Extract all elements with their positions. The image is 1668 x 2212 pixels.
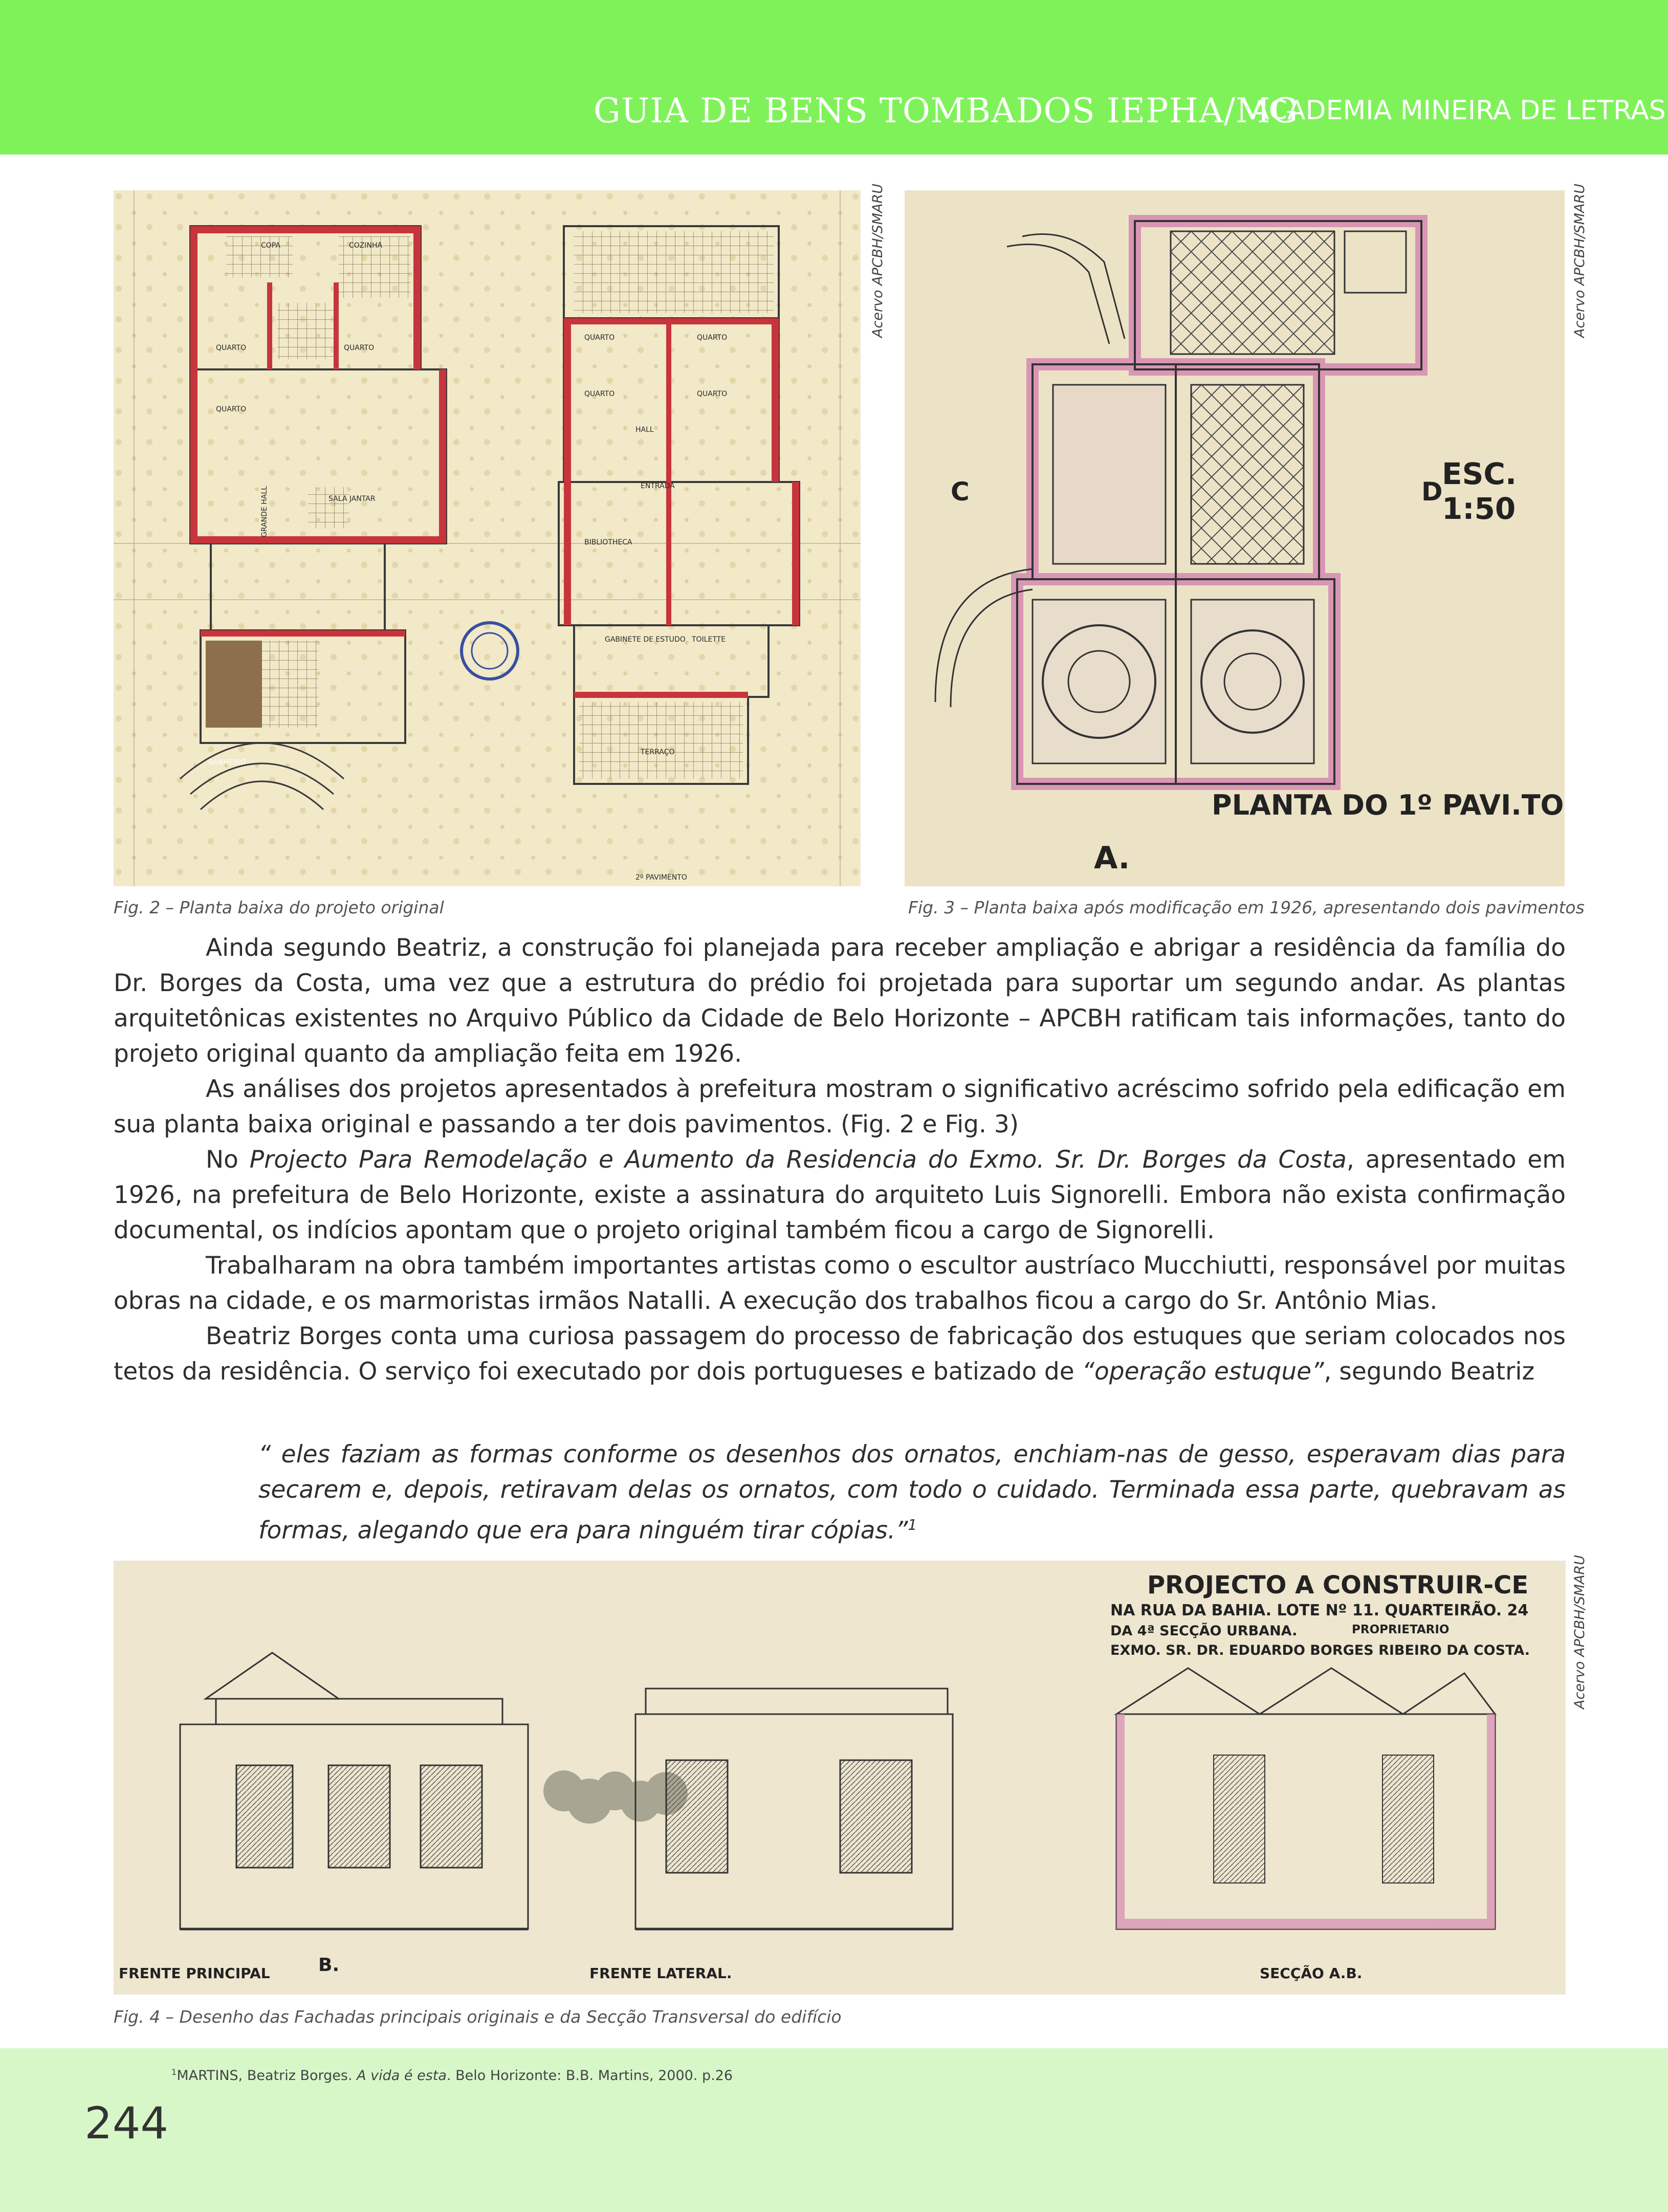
b-label: B. (318, 1955, 340, 1976)
figure-3-floor-plan (905, 190, 1565, 886)
page-number: 244 (84, 2098, 169, 2149)
room-label: ENTRADA (641, 482, 675, 490)
room-label: QUARTO (216, 405, 247, 413)
page-header (0, 0, 1668, 155)
room-label: COPA (261, 242, 280, 250)
facade-drawing (114, 1561, 1566, 1995)
project-owner-label: PROPRIETARIO (1352, 1623, 1450, 1636)
room-label: QUARTO (697, 390, 728, 398)
front-label: FRENTE PRINCIPAL (119, 1965, 270, 1982)
figure-4-credit: Acervo APCBH/SMARU (1572, 1554, 1588, 1709)
section-label: SECÇÃO A.B. (1260, 1965, 1363, 1982)
floor-plan-drawing (905, 190, 1565, 886)
room-label: QUARTO (584, 390, 615, 398)
project-section: DA 4ª SECÇÃO URBANA. (1110, 1623, 1298, 1639)
side-label: FRENTE LATERAL. (589, 1965, 732, 1982)
figure-2-caption: Fig. 2 – Planta baixa do projeto original (114, 897, 444, 917)
paragraph: No Projecto Para Remodelação e Aumento da Residencia do Exmo. Sr. Dr. Borges da Costa, apresentado em 1926, na prefeitura de Belo Horizonte, existe a assinatura do arquiteto Luis Signorelli. Embora não exista confirmação documental, os indícios apontam que o projeto original também ficou a cargo de Signorelli. (114, 1146, 1566, 1244)
section-title: ACADEMIA MINEIRA DE LETRAS (1251, 95, 1666, 126)
room-label: SALA JANTAR (328, 495, 376, 503)
plan-title: PLANTA DO 1º PAVI.TO (1212, 789, 1564, 821)
room-label: BANHEIRO (208, 758, 246, 766)
room-label: QUARTO (216, 344, 247, 352)
paragraph: Ainda segundo Beatriz, a construção foi planejada para receber ampliação e abrigar a residência da família do Dr. Borges da Costa, uma vez que a estrutura do prédio foi projetada para suportar um segundo andar. As plantas arquitetônicas existentes no Arquivo Público da Cidade de Belo Horizonte – APCBH ratificam tais informações, tanto do projeto original quanto da ampliação feita em 1926. (114, 934, 1566, 1068)
figure-2-credit: Acervo APCBH/SMARU (870, 183, 886, 338)
section-letter-a: A. (1094, 840, 1130, 876)
figure-2-floor-plan (114, 190, 861, 886)
figure-4-facades (114, 1561, 1566, 1995)
floor-label: 2º PAVIMENTO (635, 873, 687, 882)
room-label: BIBLIOTHECA (584, 538, 632, 546)
room-label: QUARTO (584, 334, 615, 342)
footnote-ref: 1 (908, 1517, 917, 1534)
room-label: GABINETE DE ESTUDO (605, 636, 686, 644)
article-body (114, 930, 1566, 1389)
room-label: HALL (635, 426, 654, 434)
paragraph: Trabalharam na obra também importantes artistas como o escultor austríaco Mucchiutti, responsável por muitas obras na cidade, e os marmoristas irmãos Natalli. A execução dos trabalhos ficou a cargo do Sr. Antônio Mias. (114, 1252, 1566, 1315)
project-address: NA RUA DA BAHIA. LOTE Nº 11. QUARTEIRÃO. 24 (1110, 1602, 1529, 1619)
room-label: TERRAÇO (641, 748, 675, 756)
room-label: COZINHA (349, 242, 383, 250)
room-label: TOILETTE (692, 636, 726, 644)
room-label: GRANDE HALL (260, 486, 269, 537)
guide-title: GUIA DE BENS TOMBADOS IEPHA/MG (594, 91, 1299, 130)
project-owner: EXMO. SR. DR. EDUARDO BORGES RIBEIRO DA COSTA. (1110, 1642, 1530, 1658)
block-quote: “ eles faziam as formas conforme os desenhos dos ornatos, enchiam-nas de gesso, esperavam dias para secarem e, depois, retiravam delas os ornatos, com todo o cuidado. Terminada essa parte, quebravam as formas, alegando que era para ninguém tirar cópias.”$^1$ (258, 1440, 1566, 1545)
section-letter-d: D (1421, 477, 1443, 507)
project-title: PROJECTO A CONSTRUIR-CE (1147, 1571, 1529, 1600)
section-letter-c: C (951, 477, 970, 507)
paragraph: Beatriz Borges conta uma curiosa passagem do processo de fabricação dos estuques que seriam colocados nos tetos da residência. O serviço foi executado por dois portugueses e batizado de “operação estuque”, segundo Beatriz (114, 1322, 1566, 1386)
floor-plan-drawing (114, 190, 861, 886)
figure-3-caption: Fig. 3 – Planta baixa após modificação em 1926, apresentando dois pavimentos (908, 897, 1585, 917)
figure-3-credit: Acervo APCBH/SMARU (1572, 183, 1588, 338)
paragraph: As análises dos projetos apresentados à prefeitura mostram o significativo acréscimo sofrido pela edificação em sua planta baixa original e passando a ter dois pavimentos. (Fig. 2 e Fig. 3) (114, 1075, 1566, 1138)
figure-4-caption: Fig. 4 – Desenho das Fachadas principais originais e da Secção Transversal do edifício (114, 2007, 842, 2027)
room-label: QUARTO (697, 334, 728, 342)
room-label: QUARTO (344, 344, 375, 352)
scale-label: ESC. 1:50 (1442, 456, 1517, 526)
footnote: $^1$MARTINS, Beatriz Borges. A vida é esta. Belo Horizonte: B.B. Martins, 2000. p.26 (171, 2067, 733, 2084)
